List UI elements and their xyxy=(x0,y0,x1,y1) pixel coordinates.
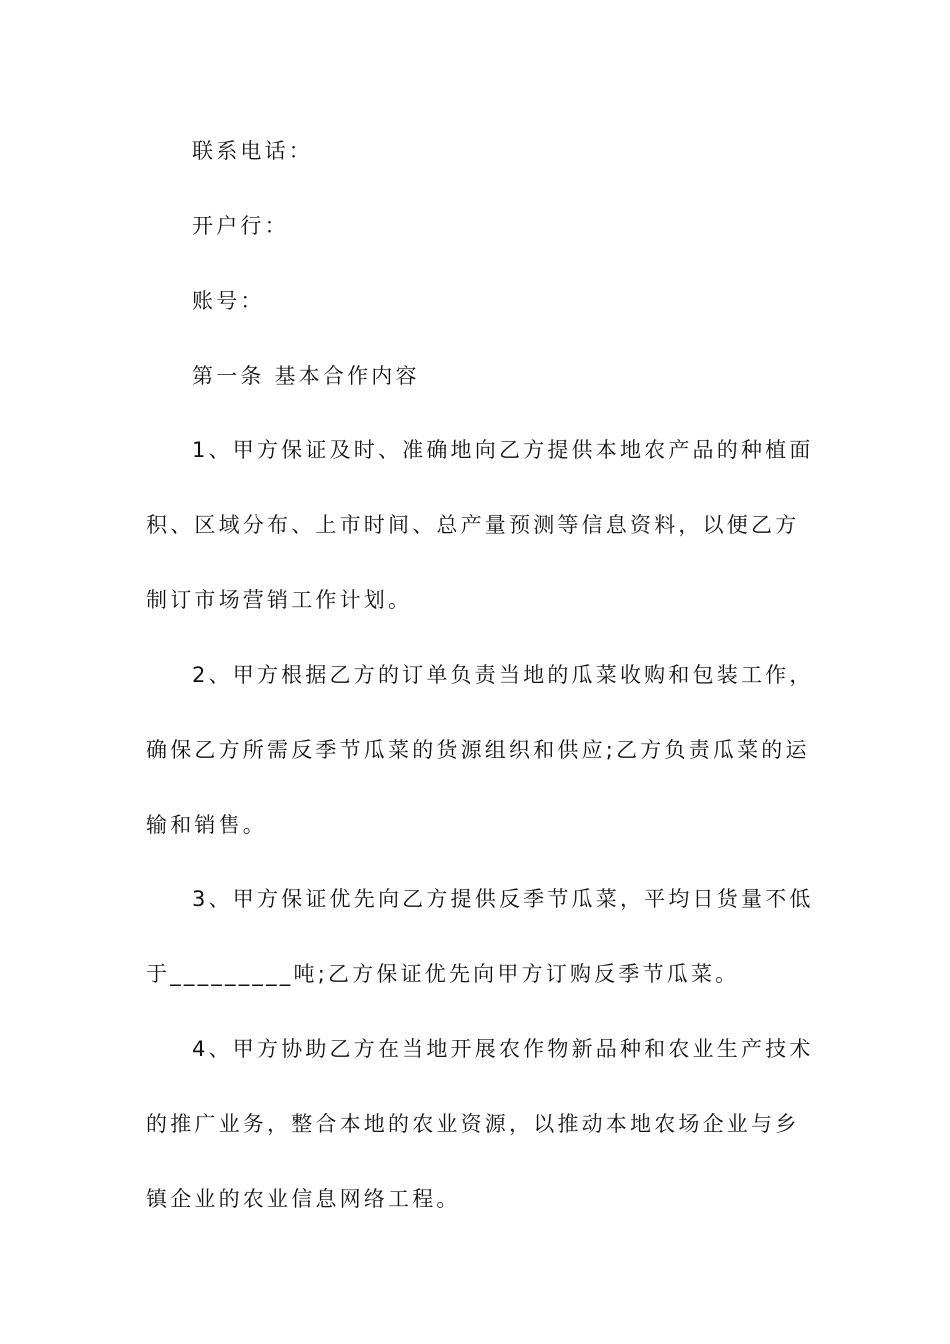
paragraph-4-line-1: 4、甲方协助乙方在当地开展农作物新品种和农业生产技术 xyxy=(192,1037,814,1061)
article-one-heading: 第一条 基本合作内容 xyxy=(192,364,420,388)
paragraph-2-line-1: 2、甲方根据乙方的订单负责当地的瓜菜收购和包装工作， xyxy=(192,663,814,687)
paragraph-2-line-3: 输和销售。 xyxy=(146,813,267,837)
paragraph-1-line-1: 1、甲方保证及时、准确地向乙方提供本地农产品的种植面 xyxy=(192,438,814,462)
bank-label: 开户行： xyxy=(192,214,289,238)
paragraph-3-line-1: 3、甲方保证优先向乙方提供反季节瓜菜，平均日货量不低 xyxy=(192,887,814,911)
paragraph-1-line-3: 制订市场营销工作计划。 xyxy=(146,588,413,612)
paragraph-1-line-2: 积、区域分布、上市时间、总产量预测等信息资料，以便乙方 xyxy=(146,513,800,537)
paragraph-4-line-2: 的推广业务，整合本地的农业资源，以推动本地农场企业与乡 xyxy=(146,1112,800,1136)
paragraph-2-line-2: 确保乙方所需反季节瓜菜的货源组织和供应;乙方负责瓜菜的运 xyxy=(146,738,810,762)
contact-phone-label: 联系电话： xyxy=(192,139,313,163)
paragraph-4-line-3: 镇企业的农业信息网络工程。 xyxy=(146,1187,461,1211)
paragraph-3-line-2: 于_________吨;乙方保证优先向甲方订购反季节瓜菜。 xyxy=(146,962,740,986)
account-number-label: 账号： xyxy=(192,289,265,313)
